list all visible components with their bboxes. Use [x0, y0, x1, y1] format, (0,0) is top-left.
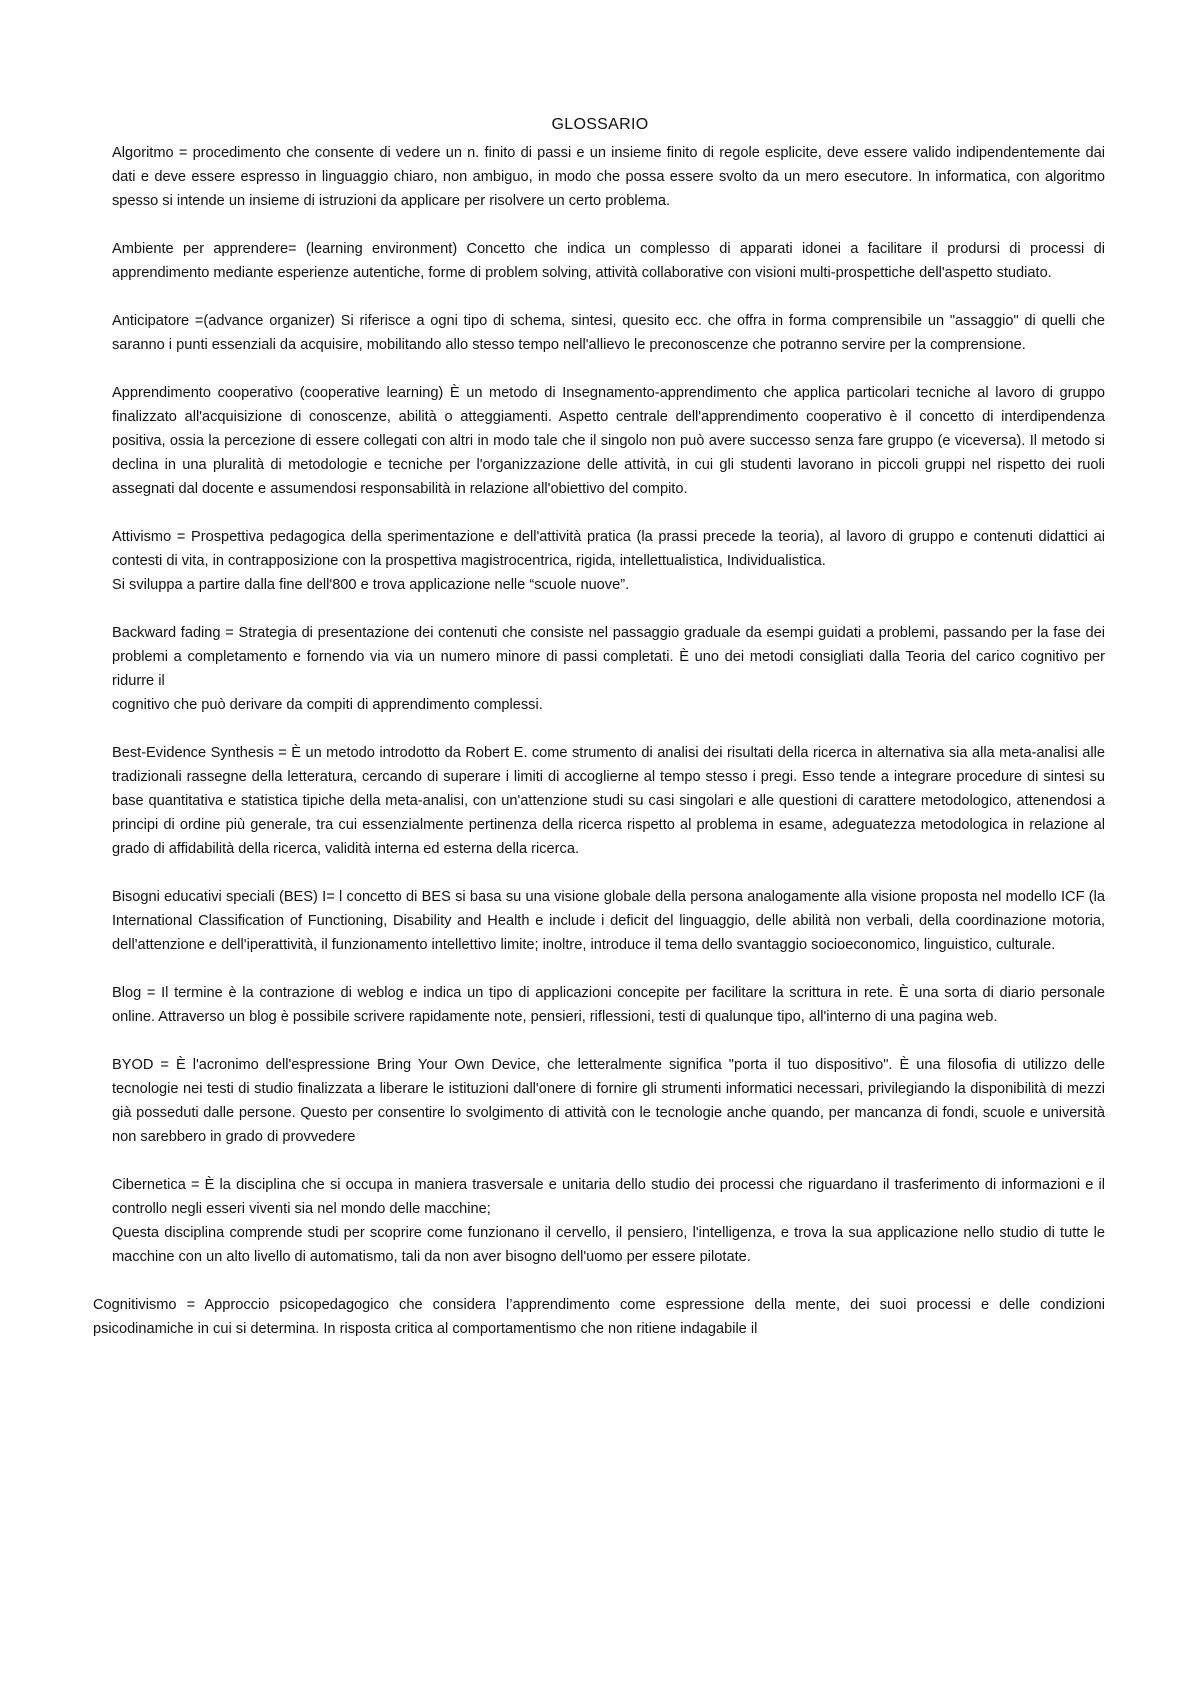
glossary-entry [93, 1293, 1105, 1341]
glossary-paragraph: Questa disciplina comprende studi per scoprire come funzionano il cervello, il pensiero, l'intelligenza, e trova la sua applicazione nello studio di tutte le macchine con un alto livello di automatismo, tali da non aver bisogno dell'uomo per essere pilotate. [112, 1225, 1105, 1265]
glossary-paragraph: Si sviluppa a partire dalla fine dell'800 e trova applicazione nelle “scuole nuove”. [112, 577, 630, 593]
glossary-paragraph: Cognitivismo = Approccio psicopedagogico che considera l’apprendimento come espressione della mente, dei suoi processi e delle condizioni psicodinamiche in cui si determina. In risposta critica al comportamentismo che non ritiene indagabile il [93, 1297, 1105, 1337]
glossary-entry [112, 621, 1105, 717]
glossary-paragraph: BYOD = È l'acronimo dell'espressione Bring Your Own Device, che letteralmente significa "porta il tuo dispositivo". È una filosofia di utilizzo delle tecnologie nei testi di studio finalizzata a liberare le istituzioni dall'onere di fornire gli strumenti informatici necessari, privilegiando la disponibilità di mezzi già posseduti dalle persone. Questo per consentire lo svolgimento di attività con le tecnologie anche quando, per mancanza di fondi, scuole e università non sarebbero in grado di provvedere [112, 1057, 1105, 1145]
glossary-entry [112, 1173, 1105, 1269]
glossary-paragraph: cognitivo che può derivare da compiti di apprendimento complessi. [112, 697, 543, 713]
glossary-entry [112, 381, 1105, 501]
glossary-entry [112, 981, 1105, 1029]
glossary-entry [112, 309, 1105, 357]
glossary-entry [112, 741, 1105, 861]
glossary-paragraph: Blog = Il termine è la contrazione di weblog e indica un tipo di applicazioni concepite per facilitare la scrittura in rete. È una sorta di diario personale online. Attraverso un blog è possibile scrivere rapidamente note, pensieri, riflessioni, testi di qualunque tipo, all'interno di una pagina web. [112, 985, 1105, 1025]
glossary-paragraph: Best-Evidence Synthesis = È un metodo introdotto da Robert E. come strumento di analisi dei risultati della ricerca in alternativa sia alla meta-analisi alle tradizionali rassegne della letteratura, cercando di superare i limiti di accoglierne al tempo stesso i pregi. Esso tende a integrare procedure di sintesi su base quantitativa e statistica tipiche della meta-analisi, con un'attenzione studi su casi singolari e alle questioni di carattere metodologico, attenendosi a principi di ordine più generale, tra cui essenzialmente pertinenza della ricerca rispetto al problema in esame, adeguatezza metodologica in relazione al grado di affidabilità della ricerca, validità interna ed esterna della ricerca. [112, 745, 1105, 857]
glossary-entry [112, 885, 1105, 957]
document-title: GLOSSARIO [551, 116, 649, 133]
glossary-body [93, 141, 1105, 1365]
glossary-paragraph: Backward fading = Strategia di presentazione dei contenuti che consiste nel passaggio graduale da esempi guidati a problemi, passando per la fase dei problemi a completamento e fornendo via via un numero minore di passi completati. È uno dei metodi consigliati dalla Teoria del carico cognitivo per ridurre il [112, 625, 1105, 689]
glossary-paragraph: Ambiente per apprendere= (learning environment) Concetto che indica un complesso di apparati idonei a facilitare il prodursi di processi di apprendimento mediante esperienze autentiche, forme di problem solving, attività collaborative con visioni multi-prospettiche dell'aspetto studiato. [112, 241, 1105, 281]
glossary-entry [112, 141, 1105, 213]
glossary-paragraph: Bisogni educativi speciali (BES) I= l concetto di BES si basa su una visione globale della persona analogamente alla visione proposta nel modello ICF (la International Classification of Functioning, Disability and Health e include i deficit del linguaggio, delle abilità non verbali, della coordinazione motoria, dell'attenzione e dell'iperattività, il funzionamento intellettivo limite; inoltre, introduce il tema dello svantaggio socioeconomico, linguistico, culturale. [112, 889, 1105, 953]
glossary-entry [112, 1053, 1105, 1149]
glossary-paragraph: Algoritmo = procedimento che consente di vedere un n. finito di passi e un insieme finito di regole esplicite, deve essere valido indipendentemente dai dati e deve essere espresso in linguaggio chiaro, non ambiguo, in modo che possa essere svolto da un mero esecutore. In informatica, con algoritmo spesso si intende un insieme di istruzioni da applicare per risolvere un certo problema. [112, 145, 1105, 209]
glossary-paragraph: Cibernetica = È la disciplina che si occupa in maniera trasversale e unitaria dello studio dei processi che riguardano il trasferimento di informazioni e il controllo negli esseri viventi sia nel mondo delle macchine; [112, 1177, 1105, 1217]
glossary-entry [112, 525, 1105, 597]
glossary-paragraph: Attivismo = Prospettiva pedagogica della sperimentazione e dell'attività pratica (la prassi precede la teoria), al lavoro di gruppo e contenuti didattici ai contesti di vita, in contrapposizione con la prospettiva magistrocentrica, rigida, intellettualistica, Individualistica. [112, 529, 1105, 569]
glossary-paragraph: Anticipatore =(advance organizer) Si riferisce a ogni tipo di schema, sintesi, quesito ecc. che offra in forma comprensibile un "assaggio" di quelli che saranno i punti essenziali da acquisire, mobilitando allo stesso tempo nell'allievo le preconoscenze che potranno servire per la comprensione. [112, 313, 1105, 353]
glossary-entry [112, 237, 1105, 285]
glossary-paragraph: Apprendimento cooperativo (cooperative learning) È un metodo di Insegnamento-apprendimento che applica particolari tecniche al lavoro di gruppo finalizzato all'acquisizione di conoscenze, abilità o atteggiamenti. Aspetto centrale dell'apprendimento cooperativo è il concetto di interdipendenza positiva, ossia la percezione di essere collegati con altri in modo tale che il singolo non può avere successo senza fare gruppo (e viceversa). Il metodo si declina in una pluralità di metodologie e tecniche per l'organizzazione delle attività, in cui gli studenti lavorano in piccoli gruppi nel rispetto dei ruoli assegnati dal docente e assumendosi responsabilità in relazione all'obiettivo del compito. [112, 385, 1105, 497]
